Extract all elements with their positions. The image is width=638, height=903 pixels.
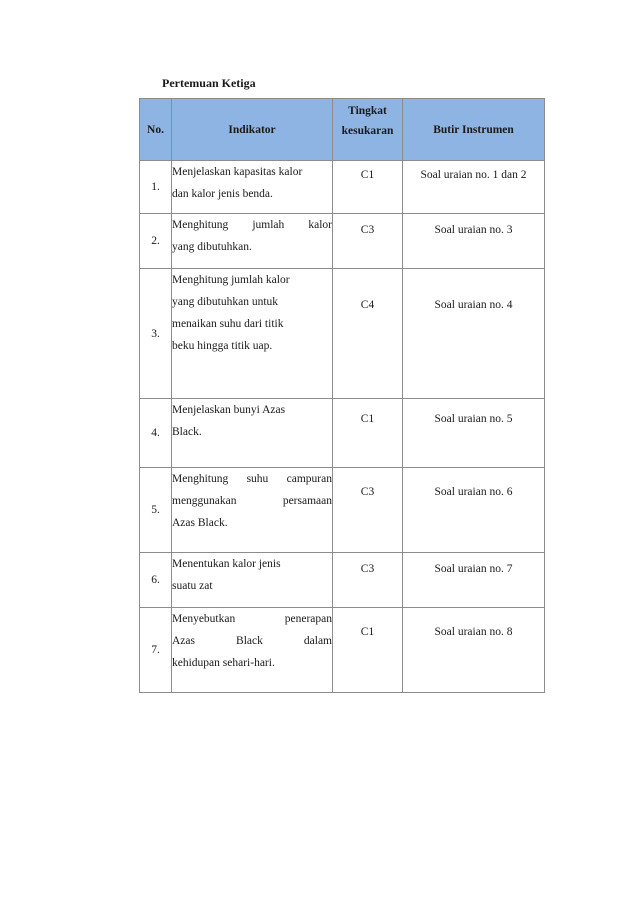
table-row [140,468,545,553]
cell-indikator [172,553,333,608]
cell-tingkat: C1 [333,608,403,693]
cell-butir: Soal uraian no. 5 [403,399,545,468]
indikator-line: suatu zat [172,580,213,592]
cell-tingkat: C3 [333,468,403,553]
indikator-line: Menyebutkan penerapan [172,613,332,625]
indikator-line: Menjelaskan bunyi Azas [172,404,286,416]
cell-no: 1. [140,161,172,214]
cell-tingkat: C4 [333,269,403,399]
table-row [140,269,545,399]
header-no: No. [140,99,172,161]
indikator-line: kehidupan sehari-hari. [172,657,275,669]
cell-butir: Soal uraian no. 7 [403,553,545,608]
header-tingkat-kesukaran [333,99,403,161]
cell-indikator [172,269,333,399]
indikator-line: Azas Black. [172,517,228,529]
cell-indikator [172,161,333,214]
indikator-line: menaikan suhu dari titik [172,318,284,330]
cell-no: 7. [140,608,172,693]
cell-indikator [172,468,333,553]
cell-no: 3. [140,269,172,399]
table-row [140,553,545,608]
cell-no: 4. [140,399,172,468]
cell-no: 6. [140,553,172,608]
table-row [140,399,545,468]
cell-indikator [172,214,333,269]
cell-tingkat: C3 [333,214,403,269]
table-header-row [140,99,545,161]
table-row [140,214,545,269]
header-butir-instrumen: Butir Instrumen [403,99,545,161]
indikator-line: Menghitung jumlah kalor [172,274,290,286]
table-row [140,161,545,214]
indikator-line: yang dibutuhkan untuk [172,296,279,308]
cell-no: 5. [140,468,172,553]
indikator-line: yang dibutuhkan. [172,241,252,253]
indikator-line: Menjelaskan kapasitas kalor [172,166,303,178]
indikator-line: Azas Black dalam [172,635,332,647]
cell-tingkat: C1 [333,399,403,468]
indikator-line: Menghitung suhu campuran [172,473,332,485]
cell-butir: Soal uraian no. 1 dan 2 [403,161,545,214]
table-row [140,608,545,693]
indikator-line: beku hingga titik uap. [172,340,273,352]
cell-butir: Soal uraian no. 6 [403,468,545,553]
indikator-line: menggunakan persamaan [172,495,332,507]
indikator-line: dan kalor jenis benda. [172,188,273,200]
cell-no: 2. [140,214,172,269]
cell-tingkat: C3 [333,553,403,608]
cell-indikator [172,608,333,693]
header-indikator: Indikator [172,99,333,161]
cell-tingkat: C1 [333,161,403,214]
indikator-line: Black. [172,426,202,438]
section-heading: Pertemuan Ketiga [162,76,256,90]
cell-indikator [172,399,333,468]
header-tingkat-line1: Tingkat [348,105,387,117]
indikator-line: Menghitung jumlah kalor [172,219,332,231]
cell-butir: Soal uraian no. 4 [403,269,545,399]
indikator-line: Menentukan kalor jenis [172,558,281,570]
cell-butir: Soal uraian no. 8 [403,608,545,693]
header-tingkat-line2: kesukaran [341,125,394,137]
cell-butir: Soal uraian no. 3 [403,214,545,269]
instrument-table [139,98,545,693]
